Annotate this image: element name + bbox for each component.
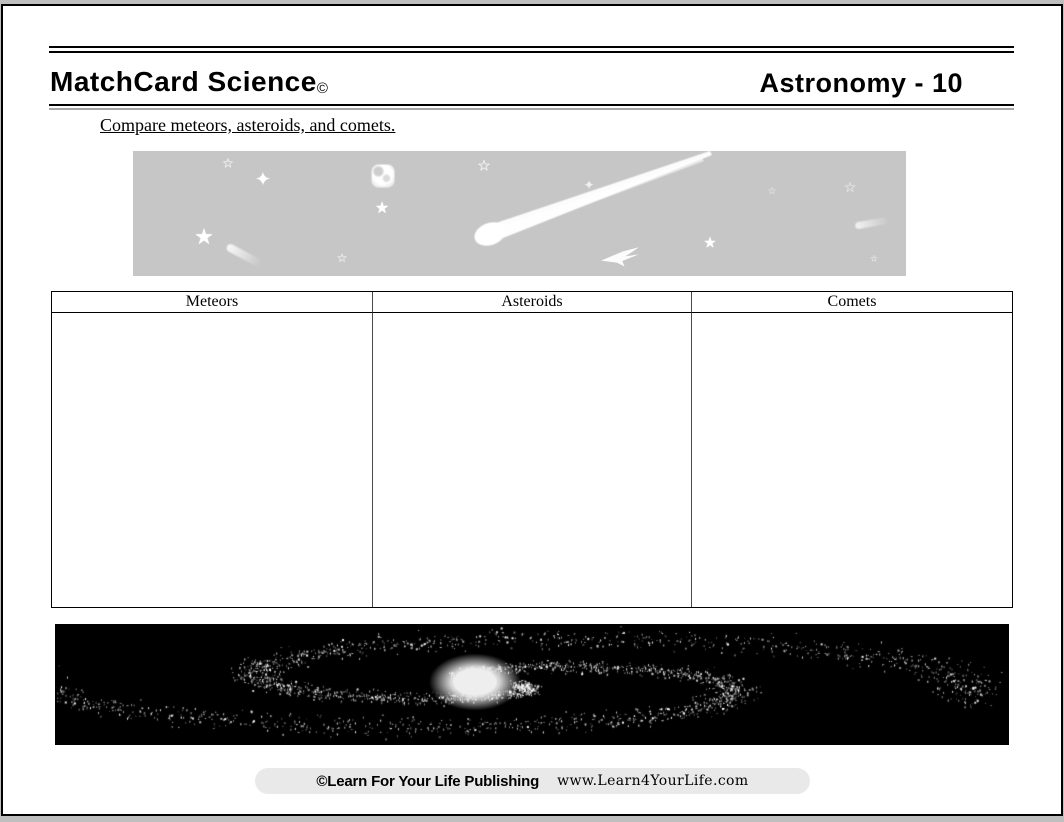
star-icon: ☆ — [336, 251, 348, 265]
page-label: Astronomy - 10 — [759, 68, 963, 98]
copyright-symbol: © — [316, 80, 329, 97]
star-icon: ☆ — [222, 156, 234, 172]
table-cell-meteors — [52, 313, 372, 607]
sparkle-icon: ✦ — [255, 168, 271, 191]
table-header-asteroids: Asteroids — [372, 292, 691, 313]
galaxy-illustration — [55, 624, 1009, 745]
sparkle-icon: ✦ — [583, 178, 595, 192]
top-double-rule — [49, 46, 1014, 53]
table-cell-asteroids — [372, 313, 691, 607]
worksheet-page — [1, 4, 1063, 816]
comparison-table — [51, 291, 1013, 608]
star-icon: ★ — [194, 225, 214, 250]
star-icon: ★ — [703, 233, 717, 252]
space-banner — [133, 151, 906, 276]
website-text: www.Learn4YourLife.com — [557, 773, 749, 789]
star-icon: ☆ — [869, 254, 879, 265]
star-icon: ☆ — [843, 180, 857, 196]
galaxy-image — [55, 624, 1009, 745]
table-header-comets: Comets — [691, 292, 1012, 313]
header — [50, 66, 1012, 104]
star-icon: ☆ — [767, 186, 777, 197]
header-divider-rule — [49, 104, 1014, 110]
table-cell-comets — [691, 313, 1012, 607]
publisher-text: ©Learn For Your Life Publishing — [316, 772, 540, 790]
brand-title — [50, 66, 328, 98]
worksheet-instruction: Compare meteors, asteroids, and comets. — [100, 115, 396, 135]
moon-icon — [372, 165, 395, 188]
star-icon: ☆ — [477, 156, 491, 175]
brand-title-text: MatchCard Science — [50, 66, 317, 97]
star-icon: ★ — [374, 198, 390, 217]
table-header-meteors: Meteors — [52, 292, 372, 313]
footer-bar — [255, 768, 810, 794]
